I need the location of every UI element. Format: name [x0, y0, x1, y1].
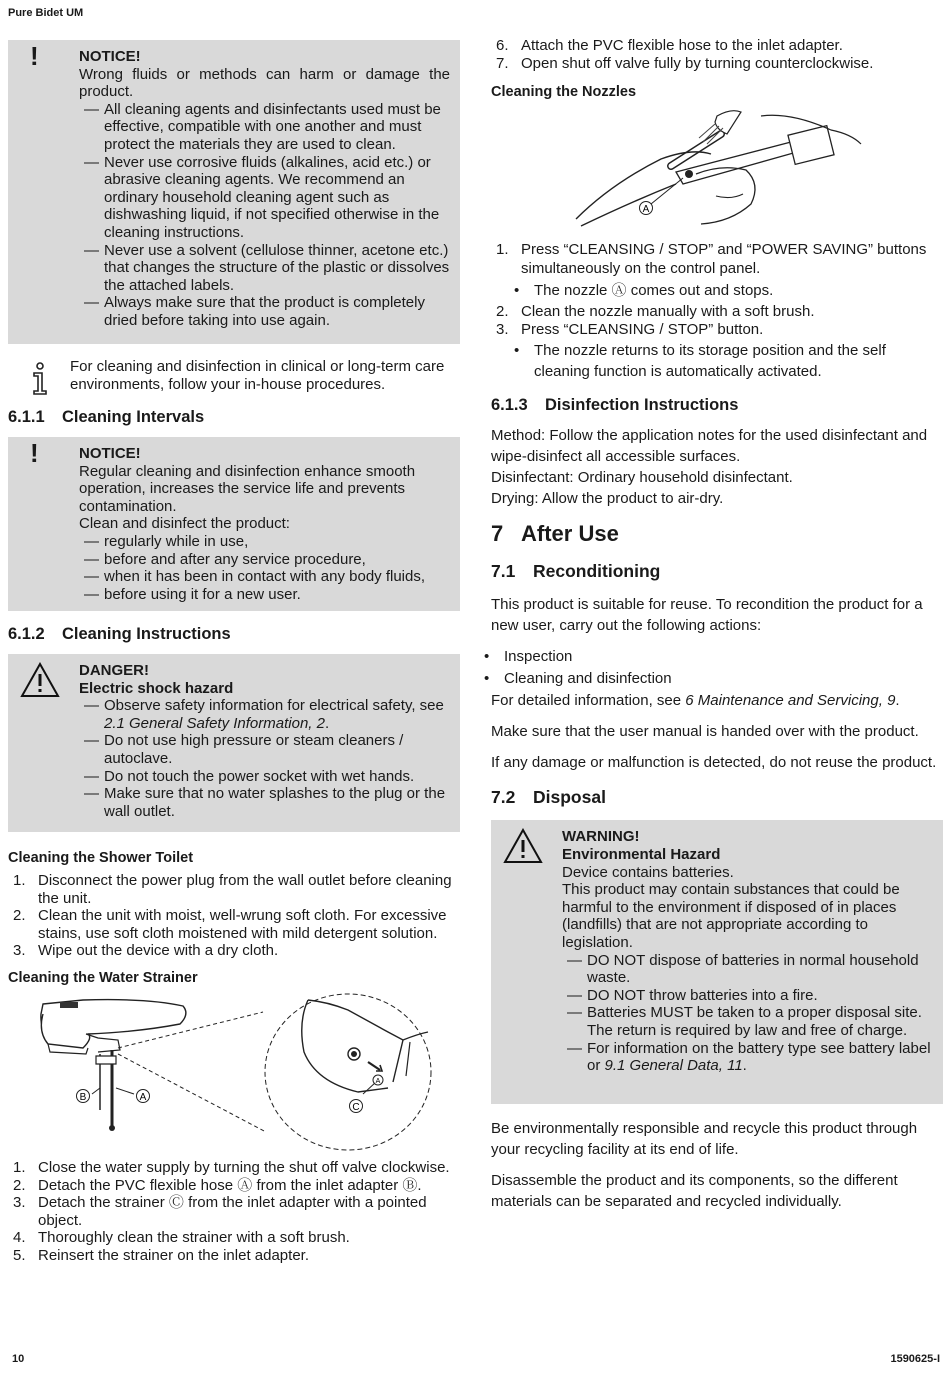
- cross-reference: 2.1 General Safety Information, 2: [104, 714, 325, 732]
- notice-item: — regularly while in use,: [79, 533, 450, 551]
- section-heading-6-1-3: 6.1.3 Disinfection Instructions: [491, 396, 739, 415]
- danger-subtitle: Electric shock hazard: [79, 679, 234, 697]
- label-c: C: [352, 1101, 360, 1113]
- notice-item: — Never use a solvent (cellulose thinner, acetone etc.) that changes the structure of the plastic or dissolves the attached labels.: [79, 242, 450, 295]
- section-heading-6-1-1: 6.1.1 Cleaning Intervals: [8, 408, 205, 426]
- notice-box-fluids: [8, 40, 460, 344]
- warning-box: [491, 820, 943, 1104]
- step-item: 7. Open shut off valve fully by turning counterclockwise.: [496, 54, 874, 72]
- step-item: 5. Reinsert the strainer on the inlet adapter.: [13, 1246, 309, 1264]
- label-a: A: [139, 1091, 147, 1103]
- warning-triangle-icon: [503, 828, 543, 864]
- label-b: B: [79, 1091, 87, 1103]
- step-item: 2. Detach the PVC flexible hose Ⓐ from the inlet adapter Ⓑ.: [13, 1176, 422, 1194]
- disinfection-method: Method: Follow the application notes for the used disinfectant and wipe-disinfect all accessible surfaces.: [491, 427, 928, 466]
- step-item: 3. Wipe out the device with a dry cloth.: [13, 942, 279, 960]
- danger-item: — Do not touch the power socket with wet hands.: [79, 768, 450, 786]
- cross-reference: 9.1 General Data, 11: [604, 1057, 743, 1075]
- subheading-water-strainer: Cleaning the Water Strainer: [8, 969, 198, 986]
- step-item: 2. Clean the nozzle manually with a soft brush.: [496, 303, 815, 321]
- warning-text: Device contains batteries.: [562, 863, 734, 881]
- warning-item: — DO NOT dispose of batteries in normal household waste.: [562, 952, 933, 987]
- warning-text: This product may contain substances that could be harmful to the environment if disposed of in places (landfills) that are not appropriate according to legislation.: [562, 881, 900, 951]
- warning-subtitle: Environmental Hazard: [562, 845, 721, 863]
- info-note-text: For cleaning and disinfection in clinical or long-term care environments, follow your in-house procedures.: [70, 358, 445, 393]
- notice-item: — Never use corrosive fluids (alkalines, acid etc.) or abrasive cleaning agents. We recommend an ordinary household cleaning agent such as dishwashing liquid, if not specified otherwise in the cleaning instructions.: [79, 154, 450, 242]
- step-item: 1. Press “CLEANSING / STOP” and “POWER SAVING” buttons simultaneously on the control panel.: [496, 241, 927, 278]
- notice-item: — before and after any service procedure,: [79, 551, 450, 569]
- step-item: 2. Clean the unit with moist, well-wrung soft cloth. For excessive stains, use soft cloth moistened with mild detergent solution.: [13, 907, 447, 942]
- section-heading-7-1: 7.1 Reconditioning: [491, 561, 661, 582]
- reconditioning-damage: If any damage or malfunction is detected, do not reuse the product.: [491, 754, 937, 772]
- notice-list: [79, 101, 450, 330]
- danger-title: DANGER!: [79, 662, 149, 679]
- danger-box: [8, 654, 460, 832]
- reconditioning-intro: This product is suitable for reuse. To recondition the product for a new user, carry out the following actions:: [491, 596, 923, 635]
- danger-item: — Do not use high pressure or steam cleaners / autoclave.: [79, 732, 450, 767]
- section-heading-7-2: 7.2 Disposal: [491, 787, 606, 808]
- nozzle-steps: [491, 303, 943, 338]
- notice-item: — Always make sure that the product is completely dried before taking into use again.: [79, 294, 450, 329]
- section-heading-6-1-2: 6.1.2 Cleaning Instructions: [8, 625, 231, 643]
- chapter-heading-7: 7 After Use: [491, 521, 619, 547]
- subheading-nozzles: Cleaning the Nozzles: [491, 84, 637, 101]
- exclamation-icon: !: [30, 438, 39, 468]
- notice-item: — when it has been in contact with any body fluids,: [79, 568, 450, 586]
- notice-title: NOTICE!: [79, 48, 141, 65]
- step-item: 6. Attach the PVC flexible hose to the inlet adapter.: [496, 37, 843, 54]
- step-item: 4. Thoroughly clean the strainer with a soft brush.: [13, 1229, 350, 1247]
- danger-list: [79, 697, 450, 820]
- shower-toilet-steps: [8, 872, 460, 960]
- reconditioning-detail: For detailed information, see 6 Maintenance and Servicing, 9.: [491, 692, 900, 710]
- notice-text: Clean and disinfect the product:: [79, 515, 290, 533]
- notice-item: — All cleaning agents and disinfectants used must be effective, compatible with one another and must protect the materials they are used to clean.: [79, 101, 450, 154]
- water-strainer-steps-continued: [491, 37, 943, 72]
- list-item: • Inspection: [491, 646, 943, 668]
- reconditioning-list: [491, 646, 943, 690]
- notice-text: Wrong fluids or methods can harm or damage the product.: [79, 65, 450, 101]
- water-strainer-steps: [8, 1159, 460, 1265]
- running-header: Pure Bidet UM: [8, 7, 84, 19]
- step-result: • The nozzle Ⓐ comes out and stops.: [491, 280, 943, 301]
- right-column: [491, 37, 943, 1222]
- warning-item: — For information on the battery type see battery label or 9.1 General Data, 11.: [562, 1040, 933, 1075]
- notice-box-intervals: [8, 437, 460, 611]
- cross-reference: 6 Maintenance and Servicing, 9: [685, 692, 896, 710]
- left-column: [8, 40, 460, 1265]
- warning-list: [562, 952, 933, 1075]
- recycle-text: Be environmentally responsible and recycle this product through your recycling facility at its end of life.: [491, 1120, 918, 1159]
- step-item: 1. Disconnect the power plug from the wall outlet before cleaning the unit.: [13, 872, 452, 907]
- reconditioning-manual: Make sure that the user manual is handed over with the product.: [491, 723, 919, 741]
- step-item: 3. Detach the strainer Ⓒ from the inlet adapter with a pointed object.: [13, 1194, 427, 1229]
- warning-triangle-icon: [20, 662, 60, 698]
- document-id: 1590625-I: [890, 1353, 940, 1365]
- nozzle-cleaning-illustration: [491, 104, 943, 234]
- notice-list: [79, 533, 450, 603]
- danger-item: — Observe safety information for electrical safety, see 2.1 General Safety Information, 2.: [79, 697, 450, 732]
- page-number: 10: [12, 1353, 25, 1365]
- nozzle-steps: [491, 240, 943, 278]
- warning-title: WARNING!: [562, 828, 640, 846]
- warning-item: — DO NOT throw batteries into a fire.: [562, 987, 933, 1005]
- step-item: 3. Press “CLEANSING / STOP” button.: [496, 320, 764, 338]
- subheading-shower-toilet: Cleaning the Shower Toilet: [8, 850, 194, 866]
- disinfection-drying: Drying: Allow the product to air-dry.: [491, 490, 724, 508]
- label-a: A: [642, 204, 650, 216]
- notice-item: — before using it for a new user.: [79, 586, 450, 604]
- disinfection-disinfectant: Disinfectant: Ordinary household disinfectant.: [491, 469, 793, 487]
- disassemble-text: Disassemble the product and its components, so the different materials can be separated and recycled individually.: [491, 1172, 898, 1211]
- step-item: 1. Close the water supply by turning the shut off valve clockwise.: [13, 1158, 450, 1176]
- notice-text: Regular cleaning and disinfection enhance smooth operation, increases the service life and prevents contamination.: [79, 462, 416, 515]
- warning-item: — Batteries MUST be taken to a proper disposal site. The return is required by law and free of charge.: [562, 1004, 933, 1039]
- water-strainer-illustration: [8, 992, 448, 1157]
- label-a-detail: A: [375, 1077, 381, 1085]
- notice-title: NOTICE!: [79, 445, 141, 462]
- exclamation-icon: !: [30, 41, 39, 71]
- danger-item: — Make sure that no water splashes to the plug or the wall outlet.: [79, 785, 450, 820]
- info-note: [8, 358, 460, 394]
- list-item: • Cleaning and disinfection: [491, 668, 943, 690]
- info-icon: [28, 362, 52, 396]
- step-result: • The nozzle returns to its storage position and the self cleaning function is automatically activated.: [491, 340, 943, 382]
